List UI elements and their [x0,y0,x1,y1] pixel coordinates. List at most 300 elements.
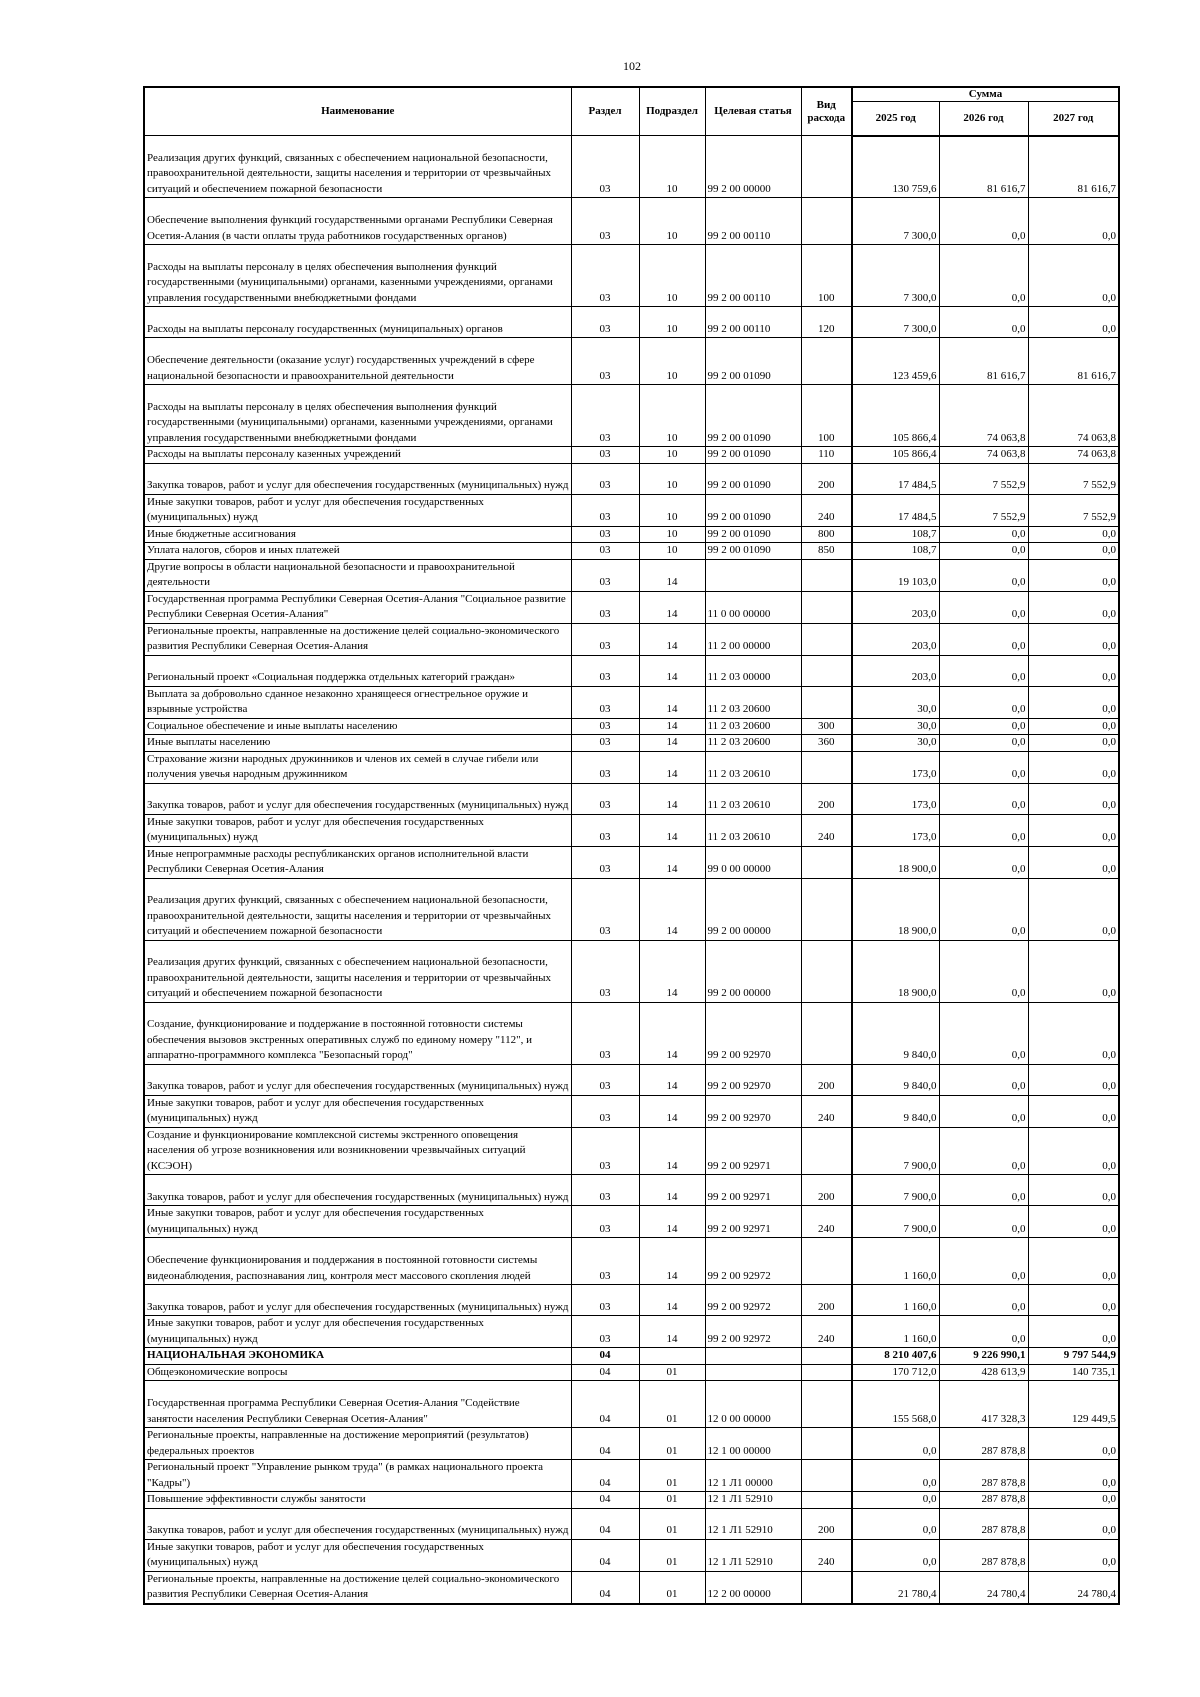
cell-2026: 0,0 [939,526,1028,543]
cell-article: 12 1 00 00000 [705,1428,801,1460]
cell-2027: 0,0 [1028,307,1119,338]
cell-subsection: 10 [639,385,705,447]
cell-subsection: 14 [639,1002,705,1064]
cell-expense-type: 200 [801,463,852,494]
cell-2026: 0,0 [939,1206,1028,1238]
cell-name: Расходы на выплаты персоналу казенных учреждений [144,447,571,464]
cell-2025: 130 759,6 [852,136,939,198]
table-row [144,385,1119,447]
cell-expense-type [801,1492,852,1509]
cell-2026: 81 616,7 [939,136,1028,198]
table-row [144,559,1119,591]
cell-section: 04 [571,1381,639,1428]
cell-article: 11 2 03 20600 [705,718,801,735]
cell-2027: 24 780,4 [1028,1571,1119,1604]
table-row [144,1206,1119,1238]
cell-article: 12 2 00 00000 [705,1571,801,1604]
table-row [144,447,1119,464]
cell-section: 04 [571,1428,639,1460]
cell-2026: 287 878,8 [939,1508,1028,1539]
cell-name: Государственная программа Республики Северная Осетия-Алания "Содействие занятости населения Республики Северная Осетия-Алания" [144,1381,571,1428]
cell-2025: 0,0 [852,1460,939,1492]
cell-2026: 417 328,3 [939,1381,1028,1428]
cell-2027: 0,0 [1028,1127,1119,1175]
cell-expense-type [801,1238,852,1285]
table-row [144,1002,1119,1064]
cell-article: 99 2 00 92971 [705,1127,801,1175]
cell-article: 99 2 00 92971 [705,1206,801,1238]
cell-expense-type [801,338,852,385]
cell-2025: 173,0 [852,783,939,814]
cell-2027: 0,0 [1028,1492,1119,1509]
cell-section: 03 [571,136,639,198]
cell-2027: 0,0 [1028,1508,1119,1539]
cell-2025: 0,0 [852,1508,939,1539]
cell-article: 99 2 00 01090 [705,463,801,494]
cell-expense-type [801,1428,852,1460]
cell-2025: 203,0 [852,655,939,686]
cell-article: 12 1 Л1 52910 [705,1492,801,1509]
cell-2026: 0,0 [939,1095,1028,1127]
cell-article: 99 2 00 00110 [705,245,801,307]
cell-2027: 0,0 [1028,198,1119,245]
cell-expense-type [801,591,852,623]
cell-article: 99 2 00 01090 [705,526,801,543]
table-row [144,526,1119,543]
cell-2026: 0,0 [939,783,1028,814]
cell-2025: 7 300,0 [852,245,939,307]
cell-expense-type [801,1348,852,1365]
cell-expense-type [801,1571,852,1604]
cell-subsection: 14 [639,718,705,735]
cell-article: 11 0 00 00000 [705,591,801,623]
cell-2025: 108,7 [852,543,939,560]
cell-expense-type [801,136,852,198]
cell-2027: 74 063,8 [1028,385,1119,447]
table-row [144,1348,1119,1365]
table-row [144,136,1119,198]
cell-article: 12 1 Л1 52910 [705,1508,801,1539]
cell-2027: 0,0 [1028,1064,1119,1095]
cell-subsection: 14 [639,1095,705,1127]
cell-section: 03 [571,1206,639,1238]
cell-name: Иные закупки товаров, работ и услуг для обеспечения государственных (муниципальных) нужд [144,1095,571,1127]
cell-section: 04 [571,1508,639,1539]
cell-subsection: 10 [639,543,705,560]
cell-2025: 30,0 [852,735,939,752]
cell-expense-type [801,878,852,940]
cell-2027: 0,0 [1028,751,1119,783]
table-row [144,751,1119,783]
cell-name: Расходы на выплаты персоналу государственных (муниципальных) органов [144,307,571,338]
cell-name: Уплата налогов, сборов и иных платежей [144,543,571,560]
cell-subsection: 01 [639,1571,705,1604]
cell-section: 04 [571,1539,639,1571]
cell-article: 11 2 03 20600 [705,686,801,718]
cell-article: 11 2 03 00000 [705,655,801,686]
cell-2026: 0,0 [939,686,1028,718]
cell-subsection: 14 [639,1127,705,1175]
cell-expense-type [801,751,852,783]
cell-2026: 7 552,9 [939,494,1028,526]
cell-2025: 9 840,0 [852,1064,939,1095]
cell-article: 11 2 03 20610 [705,814,801,846]
cell-expense-type [801,655,852,686]
cell-section: 04 [571,1460,639,1492]
cell-section: 03 [571,591,639,623]
table-row [144,1064,1119,1095]
cell-article: 11 2 03 20600 [705,735,801,752]
cell-subsection: 01 [639,1492,705,1509]
cell-article: 11 2 00 00000 [705,623,801,655]
cell-section: 03 [571,463,639,494]
cell-article: 11 2 03 20610 [705,783,801,814]
cell-section: 03 [571,543,639,560]
cell-name: Обеспечение выполнения функций государственными органами Республики Северная Осетия-Алания (в части оплаты труда работников государственных органов) [144,198,571,245]
cell-2027: 129 449,5 [1028,1381,1119,1428]
cell-subsection: 14 [639,846,705,878]
cell-expense-type: 100 [801,385,852,447]
table-row [144,735,1119,752]
header-section: Раздел [571,87,639,136]
cell-2026: 7 552,9 [939,463,1028,494]
cell-2027: 0,0 [1028,846,1119,878]
table-row [144,1460,1119,1492]
cell-2025: 7 900,0 [852,1206,939,1238]
cell-section: 03 [571,1238,639,1285]
cell-2025: 203,0 [852,623,939,655]
cell-name: Обеспечение деятельности (оказание услуг) государственных учреждений в сфере национальной безопасности и правоохранительной деятельности [144,338,571,385]
table-row [144,783,1119,814]
cell-2026: 0,0 [939,1002,1028,1064]
cell-2025: 18 900,0 [852,940,939,1002]
cell-2027: 0,0 [1028,1285,1119,1316]
cell-article: 99 2 00 00000 [705,136,801,198]
table-row [144,1316,1119,1348]
cell-2026: 0,0 [939,846,1028,878]
cell-2027: 0,0 [1028,940,1119,1002]
cell-expense-type: 200 [801,1064,852,1095]
cell-subsection: 10 [639,447,705,464]
cell-article [705,1348,801,1365]
cell-2025: 18 900,0 [852,846,939,878]
cell-name: Общеэкономические вопросы [144,1364,571,1381]
cell-section: 03 [571,686,639,718]
cell-2025: 155 568,0 [852,1381,939,1428]
table-row [144,1492,1119,1509]
cell-2025: 18 900,0 [852,878,939,940]
cell-article: 11 2 03 20610 [705,751,801,783]
cell-expense-type: 240 [801,494,852,526]
cell-expense-type: 240 [801,1206,852,1238]
cell-subsection: 14 [639,814,705,846]
cell-2025: 8 210 407,6 [852,1348,939,1365]
cell-name: Расходы на выплаты персоналу в целях обеспечения выполнения функций государственными (муниципальными) органами, казенными учреждениями, органами управления государственными внебюджетными фондами [144,385,571,447]
cell-article: 99 2 00 92970 [705,1095,801,1127]
cell-subsection: 10 [639,198,705,245]
cell-name: Закупка товаров, работ и услуг для обеспечения государственных (муниципальных) нужд [144,1508,571,1539]
cell-article: 99 0 00 00000 [705,846,801,878]
cell-expense-type [801,1364,852,1381]
table-row [144,1095,1119,1127]
cell-2026: 74 063,8 [939,385,1028,447]
cell-article: 12 0 00 00000 [705,1381,801,1428]
cell-name: Иные закупки товаров, работ и услуг для обеспечения государственных (муниципальных) нужд [144,1316,571,1348]
cell-2026: 74 063,8 [939,447,1028,464]
cell-article: 12 1 Л1 00000 [705,1460,801,1492]
cell-expense-type: 200 [801,1508,852,1539]
cell-subsection: 14 [639,1238,705,1285]
cell-2026: 0,0 [939,751,1028,783]
table-row [144,814,1119,846]
cell-expense-type [801,1460,852,1492]
cell-2025: 21 780,4 [852,1571,939,1604]
cell-section: 03 [571,751,639,783]
cell-section: 03 [571,783,639,814]
cell-name: Другие вопросы в области национальной безопасности и правоохранительной деятельности [144,559,571,591]
cell-2027: 0,0 [1028,1002,1119,1064]
cell-subsection: 10 [639,494,705,526]
cell-name: Региональные проекты, направленные на достижение целей социально-экономического развития Республики Северная Осетия-Алания [144,1571,571,1604]
table-body [144,136,1119,1604]
cell-2027: 0,0 [1028,655,1119,686]
cell-section: 03 [571,1175,639,1206]
cell-expense-type: 100 [801,245,852,307]
cell-name: Иные непрограммные расходы республиканских органов исполнительной власти Республики Северная Осетия-Алания [144,846,571,878]
header-sum: Сумма [852,87,1119,102]
cell-expense-type: 200 [801,783,852,814]
cell-2026: 0,0 [939,623,1028,655]
cell-2026: 24 780,4 [939,1571,1028,1604]
cell-article: 99 2 00 92970 [705,1064,801,1095]
cell-2026: 0,0 [939,591,1028,623]
cell-2026: 0,0 [939,940,1028,1002]
cell-subsection: 01 [639,1508,705,1539]
cell-article: 99 2 00 92972 [705,1238,801,1285]
table-row [144,846,1119,878]
cell-subsection: 14 [639,878,705,940]
cell-section: 03 [571,623,639,655]
cell-2026: 287 878,8 [939,1428,1028,1460]
cell-expense-type: 240 [801,1539,852,1571]
cell-2025: 9 840,0 [852,1095,939,1127]
cell-subsection: 14 [639,783,705,814]
cell-2027: 0,0 [1028,1238,1119,1285]
cell-article: 99 2 00 00110 [705,307,801,338]
cell-2027: 0,0 [1028,1206,1119,1238]
cell-name: Иные закупки товаров, работ и услуг для обеспечения государственных (муниципальных) нужд [144,1539,571,1571]
cell-2025: 173,0 [852,751,939,783]
cell-article: 99 2 00 92970 [705,1002,801,1064]
cell-name: Закупка товаров, работ и услуг для обеспечения государственных (муниципальных) нужд [144,463,571,494]
cell-section: 03 [571,338,639,385]
cell-name: Закупка товаров, работ и услуг для обеспечения государственных (муниципальных) нужд [144,1175,571,1206]
cell-section: 03 [571,559,639,591]
cell-name: Региональный проект «Социальная поддержка отдельных категорий граждан» [144,655,571,686]
table-row [144,591,1119,623]
cell-name: Расходы на выплаты персоналу в целях обеспечения выполнения функций государственными (муниципальными) органами, казенными учреждениями, органами управления государственными внебюджетными фондами [144,245,571,307]
table-row [144,198,1119,245]
cell-2026: 0,0 [939,198,1028,245]
table-row [144,1175,1119,1206]
cell-name: Социальное обеспечение и иные выплаты населению [144,718,571,735]
header-2025: 2025 год [852,102,939,136]
table-row [144,543,1119,560]
cell-section: 03 [571,198,639,245]
cell-subsection: 01 [639,1428,705,1460]
cell-section: 03 [571,1127,639,1175]
cell-2025: 173,0 [852,814,939,846]
table-row [144,1285,1119,1316]
table-row [144,1127,1119,1175]
cell-2025: 17 484,5 [852,494,939,526]
cell-subsection: 14 [639,1175,705,1206]
cell-section: 04 [571,1571,639,1604]
cell-article: 99 2 00 01090 [705,494,801,526]
header-2027: 2027 год [1028,102,1119,136]
cell-2027: 0,0 [1028,814,1119,846]
cell-subsection: 14 [639,1206,705,1238]
cell-2026: 9 226 990,1 [939,1348,1028,1365]
cell-2027: 7 552,9 [1028,463,1119,494]
cell-2027: 9 797 544,9 [1028,1348,1119,1365]
cell-section: 03 [571,718,639,735]
cell-expense-type: 850 [801,543,852,560]
cell-2025: 9 840,0 [852,1002,939,1064]
header-expense-type: Вид расхода [801,87,852,136]
cell-2027: 81 616,7 [1028,338,1119,385]
header-subsection: Подраздел [639,87,705,136]
cell-article: 99 2 00 92972 [705,1316,801,1348]
cell-2025: 0,0 [852,1428,939,1460]
table-row [144,686,1119,718]
cell-section: 04 [571,1348,639,1365]
cell-2026: 287 878,8 [939,1492,1028,1509]
cell-article: 99 2 00 01090 [705,543,801,560]
cell-2027: 0,0 [1028,1095,1119,1127]
cell-expense-type [801,846,852,878]
cell-name: Создание, функционирование и поддержание в постоянной готовности системы обеспечения вызовов экстренных оперативных служб по единому номеру "112", и аппаратно-программного комплекса "Безопасный город" [144,1002,571,1064]
cell-2025: 0,0 [852,1539,939,1571]
table-row [144,1381,1119,1428]
table-row [144,878,1119,940]
cell-2026: 81 616,7 [939,338,1028,385]
cell-subsection: 10 [639,526,705,543]
cell-2025: 105 866,4 [852,447,939,464]
cell-name: Закупка товаров, работ и услуг для обеспечения государственных (муниципальных) нужд [144,1064,571,1095]
cell-name: Закупка товаров, работ и услуг для обеспечения государственных (муниципальных) нужд [144,1285,571,1316]
cell-subsection: 14 [639,1316,705,1348]
cell-subsection: 01 [639,1460,705,1492]
cell-section: 03 [571,447,639,464]
cell-2027: 0,0 [1028,878,1119,940]
cell-name: Иные закупки товаров, работ и услуг для обеспечения государственных (муниципальных) нужд [144,814,571,846]
cell-2027: 0,0 [1028,526,1119,543]
cell-name: Региональные проекты, направленные на достижение целей социально-экономического развития Республики Северная Осетия-Алания [144,623,571,655]
cell-expense-type: 110 [801,447,852,464]
cell-section: 03 [571,526,639,543]
cell-2027: 0,0 [1028,718,1119,735]
cell-subsection: 01 [639,1539,705,1571]
cell-2026: 0,0 [939,543,1028,560]
cell-2025: 203,0 [852,591,939,623]
cell-subsection: 10 [639,245,705,307]
cell-name: Иные закупки товаров, работ и услуг для обеспечения государственных (муниципальных) нужд [144,1206,571,1238]
cell-article: 99 2 00 00000 [705,878,801,940]
page-number: 102 [623,59,641,73]
cell-expense-type: 240 [801,1316,852,1348]
cell-section: 03 [571,1095,639,1127]
table-row [144,940,1119,1002]
header-2026: 2026 год [939,102,1028,136]
cell-expense-type [801,1381,852,1428]
cell-2027: 0,0 [1028,686,1119,718]
cell-2026: 0,0 [939,655,1028,686]
cell-name: Реализация других функций, связанных с обеспечением национальной безопасности, правоохранительной деятельности, защиты населения и территории от чрезвычайных ситуаций и обеспечением пожарной безопасности [144,136,571,198]
cell-subsection [639,1348,705,1365]
cell-2025: 105 866,4 [852,385,939,447]
cell-section: 03 [571,846,639,878]
cell-2026: 0,0 [939,1175,1028,1206]
cell-name: Иные бюджетные ассигнования [144,526,571,543]
cell-2025: 1 160,0 [852,1316,939,1348]
cell-expense-type: 200 [801,1175,852,1206]
cell-expense-type [801,686,852,718]
cell-subsection: 14 [639,1285,705,1316]
cell-2027: 0,0 [1028,1316,1119,1348]
cell-2027: 0,0 [1028,559,1119,591]
cell-name: НАЦИОНАЛЬНАЯ ЭКОНОМИКА [144,1348,571,1365]
cell-subsection: 14 [639,686,705,718]
cell-name: Повышение эффективности службы занятости [144,1492,571,1509]
cell-2025: 0,0 [852,1492,939,1509]
cell-subsection: 01 [639,1381,705,1428]
cell-expense-type: 360 [801,735,852,752]
cell-subsection: 14 [639,1064,705,1095]
cell-section: 03 [571,1285,639,1316]
cell-section: 03 [571,307,639,338]
cell-2025: 7 300,0 [852,307,939,338]
cell-subsection: 10 [639,463,705,494]
cell-2027: 0,0 [1028,1539,1119,1571]
table-row [144,718,1119,735]
cell-name: Обеспечение функционирования и поддержания в постоянной готовности системы видеонаблюдения, распознавания лиц, контроля мест массового скопления людей [144,1238,571,1285]
cell-2027: 81 616,7 [1028,136,1119,198]
cell-2027: 140 735,1 [1028,1364,1119,1381]
cell-subsection: 14 [639,735,705,752]
cell-subsection: 10 [639,136,705,198]
cell-expense-type: 200 [801,1285,852,1316]
cell-expense-type: 300 [801,718,852,735]
header-article: Целевая статья [705,87,801,136]
cell-2027: 0,0 [1028,1175,1119,1206]
table-row [144,1364,1119,1381]
cell-2025: 7 900,0 [852,1127,939,1175]
cell-name: Региональные проекты, направленные на достижение мероприятий (результатов) федеральных проектов [144,1428,571,1460]
cell-2026: 0,0 [939,814,1028,846]
cell-article: 99 2 00 01090 [705,447,801,464]
cell-expense-type [801,1002,852,1064]
cell-section: 03 [571,1064,639,1095]
cell-section: 03 [571,1316,639,1348]
cell-section: 03 [571,940,639,1002]
cell-expense-type [801,198,852,245]
cell-2026: 0,0 [939,718,1028,735]
cell-2026: 0,0 [939,1238,1028,1285]
cell-2025: 30,0 [852,718,939,735]
cell-subsection: 14 [639,751,705,783]
table-row [144,1238,1119,1285]
